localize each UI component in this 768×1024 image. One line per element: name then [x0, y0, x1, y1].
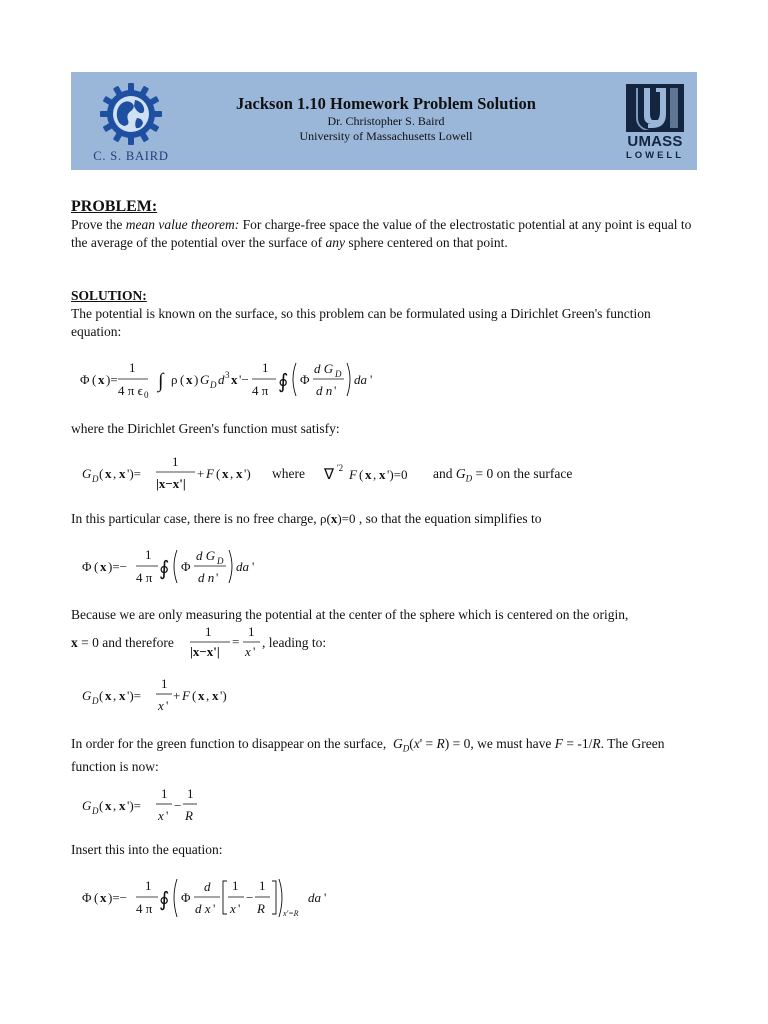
- p5-text-b: = 0, we must have: [452, 736, 552, 751]
- svg-text:0: 0: [144, 390, 149, 400]
- svg-text:1: 1: [145, 878, 152, 893]
- svg-text:'): '): [220, 688, 227, 703]
- svg-text:,: ,: [206, 688, 210, 703]
- svg-text:,: ,: [230, 466, 234, 481]
- svg-text:': ': [370, 372, 373, 387]
- svg-text:∮: ∮: [159, 558, 170, 580]
- svg-text:1: 1: [145, 547, 152, 562]
- svg-text:,: ,: [113, 688, 117, 703]
- svg-text:(: (: [99, 688, 104, 703]
- svg-text:D: D: [92, 806, 99, 816]
- svg-text:R: R: [257, 901, 265, 916]
- equation-laplacian-f: [322, 459, 432, 487]
- svg-text:,: ,: [373, 467, 377, 482]
- svg-text:'2: '2: [337, 463, 344, 473]
- svg-text:d n: d n: [316, 383, 333, 398]
- problem-text-3: For charge-free space the value of the electrostatic potential at any point is equal to the average of the potential over the surface of: [71, 217, 692, 250]
- umass-lowell-mark-icon: [626, 84, 684, 132]
- svg-text:x: x: [119, 466, 126, 481]
- svg-text:(: (: [99, 798, 104, 813]
- svg-text:(: (: [94, 559, 99, 574]
- solution-paragraph-3: In this particular case, there is no free charge, ρ(x)=0 , so that the equation simplifies to: [71, 511, 542, 526]
- svg-text:')=: ')=: [127, 688, 142, 703]
- svg-text:')=: ')=: [127, 798, 142, 813]
- svg-text:': ': [253, 644, 256, 659]
- problem-text-any: any: [325, 235, 346, 250]
- header-titles: [191, 94, 581, 144]
- problem-statement: [71, 216, 697, 252]
- svg-text:D: D: [210, 380, 217, 390]
- svg-text:x: x: [158, 698, 164, 713]
- svg-text:)=: )=: [106, 372, 118, 387]
- svg-text:G: G: [200, 372, 210, 387]
- solution-paragraph-1: The potential is known on the surface, so this problem can be formulated using a Dirichlet Green's function equation:: [71, 306, 651, 339]
- svg-text:(: (: [180, 372, 185, 387]
- solution-paragraph-2: where the Dirichlet Green's function must satisfy:: [71, 421, 340, 436]
- svg-text:|x−x'|: |x−x'|: [190, 644, 220, 659]
- svg-text:da: da: [308, 890, 321, 905]
- svg-text:1: 1: [262, 360, 269, 375]
- svg-text:+: +: [173, 688, 181, 703]
- svg-text:D: D: [335, 369, 342, 379]
- svg-text:da: da: [354, 372, 367, 387]
- svg-text:x: x: [98, 372, 105, 387]
- equation-simplified-potential: [80, 543, 280, 591]
- svg-text:1: 1: [205, 624, 212, 639]
- svg-text:x: x: [231, 372, 238, 387]
- cs-baird-logo: [81, 80, 181, 166]
- svg-text:1: 1: [161, 676, 168, 691]
- svg-text:G: G: [82, 798, 92, 813]
- svg-text:Φ: Φ: [181, 890, 191, 905]
- svg-text:'−: '−: [239, 372, 249, 387]
- svg-text:d n: d n: [198, 570, 215, 585]
- svg-text:1: 1: [161, 786, 168, 801]
- svg-text:∮: ∮: [278, 371, 289, 393]
- svg-text:d G: d G: [314, 361, 334, 376]
- p4-text-b: and therefore: [102, 635, 174, 650]
- eq2-surface-condition: and $G_D = 0$ on the surface: [433, 466, 573, 484]
- svg-text:=: =: [232, 634, 240, 649]
- svg-text:x: x: [230, 901, 236, 916]
- svg-text:R: R: [185, 808, 193, 823]
- svg-text:x'=R: x'=R: [283, 909, 299, 918]
- p3-text-a: In this particular case, there is no free charge,: [71, 511, 317, 526]
- equation-green-final: [80, 786, 220, 828]
- solution-paragraph-6: Insert this into the equation:: [71, 842, 223, 857]
- svg-text:': ': [166, 698, 169, 713]
- svg-text:): ): [194, 372, 199, 387]
- svg-text:,: ,: [113, 798, 117, 813]
- problem-text-mean-value: mean value theorem:: [125, 217, 240, 232]
- svg-text:x: x: [158, 808, 164, 823]
- svg-text:da: da: [236, 559, 249, 574]
- svg-text:x: x: [198, 688, 205, 703]
- header-banner: [71, 72, 697, 170]
- svg-text:(: (: [216, 466, 221, 481]
- svg-text:1: 1: [248, 624, 255, 639]
- cs-baird-logo-text: C. S. BAIRD: [93, 149, 169, 163]
- p4-leading-to: , leading to:: [262, 635, 327, 650]
- svg-text:1: 1: [259, 878, 266, 893]
- svg-text:D: D: [217, 556, 224, 566]
- svg-text:F: F: [349, 467, 357, 482]
- equation-green-at-center: [80, 675, 250, 717]
- equation-inserted: [80, 872, 350, 924]
- svg-text:': ': [324, 890, 327, 905]
- svg-text:∫: ∫: [158, 370, 164, 392]
- author-name: Dr. Christopher S. Baird: [327, 114, 445, 128]
- svg-text:x: x: [222, 466, 229, 481]
- svg-text:d: d: [218, 372, 225, 387]
- p5-text-c: The Green function is now:: [71, 736, 665, 774]
- svg-text:d: d: [204, 879, 211, 894]
- umass-logo-text: UMASS: [627, 133, 683, 150]
- svg-text:': ': [238, 901, 241, 916]
- svg-text:|x−x'|: |x−x'|: [156, 476, 186, 491]
- svg-text:x: x: [105, 688, 112, 703]
- svg-text:x: x: [379, 467, 386, 482]
- p3-text-b: , so that the equation simplifies to: [358, 511, 542, 526]
- svg-text:Φ: Φ: [300, 372, 310, 387]
- svg-text:4 π: 4 π: [136, 570, 153, 585]
- svg-text:Φ: Φ: [82, 890, 92, 905]
- lowell-logo-text: LOWELL: [625, 150, 685, 161]
- equation-inverse-distance: [188, 622, 262, 662]
- problem-heading: PROBLEM:: [71, 198, 158, 215]
- svg-text:F: F: [206, 466, 214, 481]
- problem-text-1: Prove the: [71, 217, 126, 232]
- svg-text:Φ: Φ: [181, 559, 191, 574]
- p5-text-a: In order for the green function to disappear on the surface,: [71, 736, 387, 751]
- svg-text:)=−: )=−: [108, 559, 127, 574]
- svg-text:)=−: )=−: [108, 890, 127, 905]
- page-title: Jackson 1.10 Homework Problem Solution: [236, 94, 536, 113]
- svg-text:': ': [252, 559, 255, 574]
- svg-text:F: F: [182, 688, 190, 703]
- globe-gear-icon: [93, 80, 169, 148]
- svg-text:(: (: [92, 372, 97, 387]
- svg-text:d x: d x: [195, 901, 211, 916]
- svg-text:D: D: [92, 696, 99, 706]
- solution-heading: SOLUTION:: [71, 288, 147, 303]
- svg-text:x: x: [119, 798, 126, 813]
- svg-text:1: 1: [172, 454, 179, 469]
- svg-text:x: x: [100, 559, 107, 574]
- svg-text:x: x: [365, 467, 372, 482]
- svg-text:D: D: [92, 474, 99, 484]
- svg-text:'): '): [244, 466, 251, 481]
- svg-text:1: 1: [187, 786, 194, 801]
- affiliation: University of Massachusetts Lowell: [299, 129, 473, 143]
- svg-text:x: x: [245, 644, 251, 659]
- svg-text:x: x: [100, 890, 107, 905]
- svg-text:∮: ∮: [159, 889, 170, 911]
- svg-text:')=0: ')=0: [387, 467, 408, 482]
- problem-text-5: sphere centered on that point.: [345, 235, 508, 250]
- p4-x-equals-zero: x = 0 and therefore: [71, 635, 174, 650]
- svg-text:': ': [213, 901, 216, 916]
- svg-text:1: 1: [232, 878, 239, 893]
- svg-text:,: ,: [113, 466, 117, 481]
- umass-lowell-logo: [623, 84, 687, 162]
- eq2-and-label: and: [433, 466, 453, 481]
- svg-text:4 π ϵ: 4 π ϵ: [118, 383, 143, 398]
- svg-text:')=: ')=: [127, 466, 142, 481]
- svg-text:': ': [334, 383, 337, 398]
- svg-text:': ': [166, 808, 169, 823]
- svg-text:d G: d G: [196, 548, 216, 563]
- svg-text:': ': [216, 570, 219, 585]
- svg-text:Φ: Φ: [82, 559, 92, 574]
- svg-text:x: x: [212, 688, 219, 703]
- svg-text:G: G: [82, 688, 92, 703]
- svg-text:3: 3: [225, 370, 230, 380]
- svg-text:ρ: ρ: [171, 372, 178, 387]
- svg-text:−: −: [246, 890, 254, 905]
- svg-text:G: G: [82, 466, 92, 481]
- svg-text:(: (: [94, 890, 99, 905]
- svg-text:∇: ∇: [324, 467, 335, 483]
- svg-text:x: x: [105, 466, 112, 481]
- svg-text:1: 1: [129, 360, 136, 375]
- equation-dirichlet-green: [80, 355, 420, 405]
- eq2-where-label: where: [272, 466, 305, 481]
- svg-text:x: x: [236, 466, 243, 481]
- svg-text:x: x: [105, 798, 112, 813]
- solution-paragraph-5: In order for the green function to disappear on the surface, $G_D(x' = R) = 0$, we must have F = -1/R. The Green function is now:: [71, 736, 665, 774]
- solution-paragraph-4a: Because we are only measuring the potential at the center of the sphere which is centered on the origin,: [71, 607, 629, 622]
- equation-green-function: [80, 453, 300, 495]
- eq2-surface-label: = 0 on the surface: [475, 466, 573, 481]
- svg-text:(: (: [99, 466, 104, 481]
- svg-text:+: +: [197, 466, 205, 481]
- svg-text:4 π: 4 π: [136, 901, 153, 916]
- svg-text:x: x: [119, 688, 126, 703]
- svg-text:(: (: [359, 467, 364, 482]
- svg-text:(: (: [192, 688, 197, 703]
- svg-text:Φ: Φ: [80, 372, 90, 387]
- svg-text:−: −: [174, 798, 182, 813]
- svg-text:x: x: [186, 372, 193, 387]
- svg-text:4 π: 4 π: [252, 383, 269, 398]
